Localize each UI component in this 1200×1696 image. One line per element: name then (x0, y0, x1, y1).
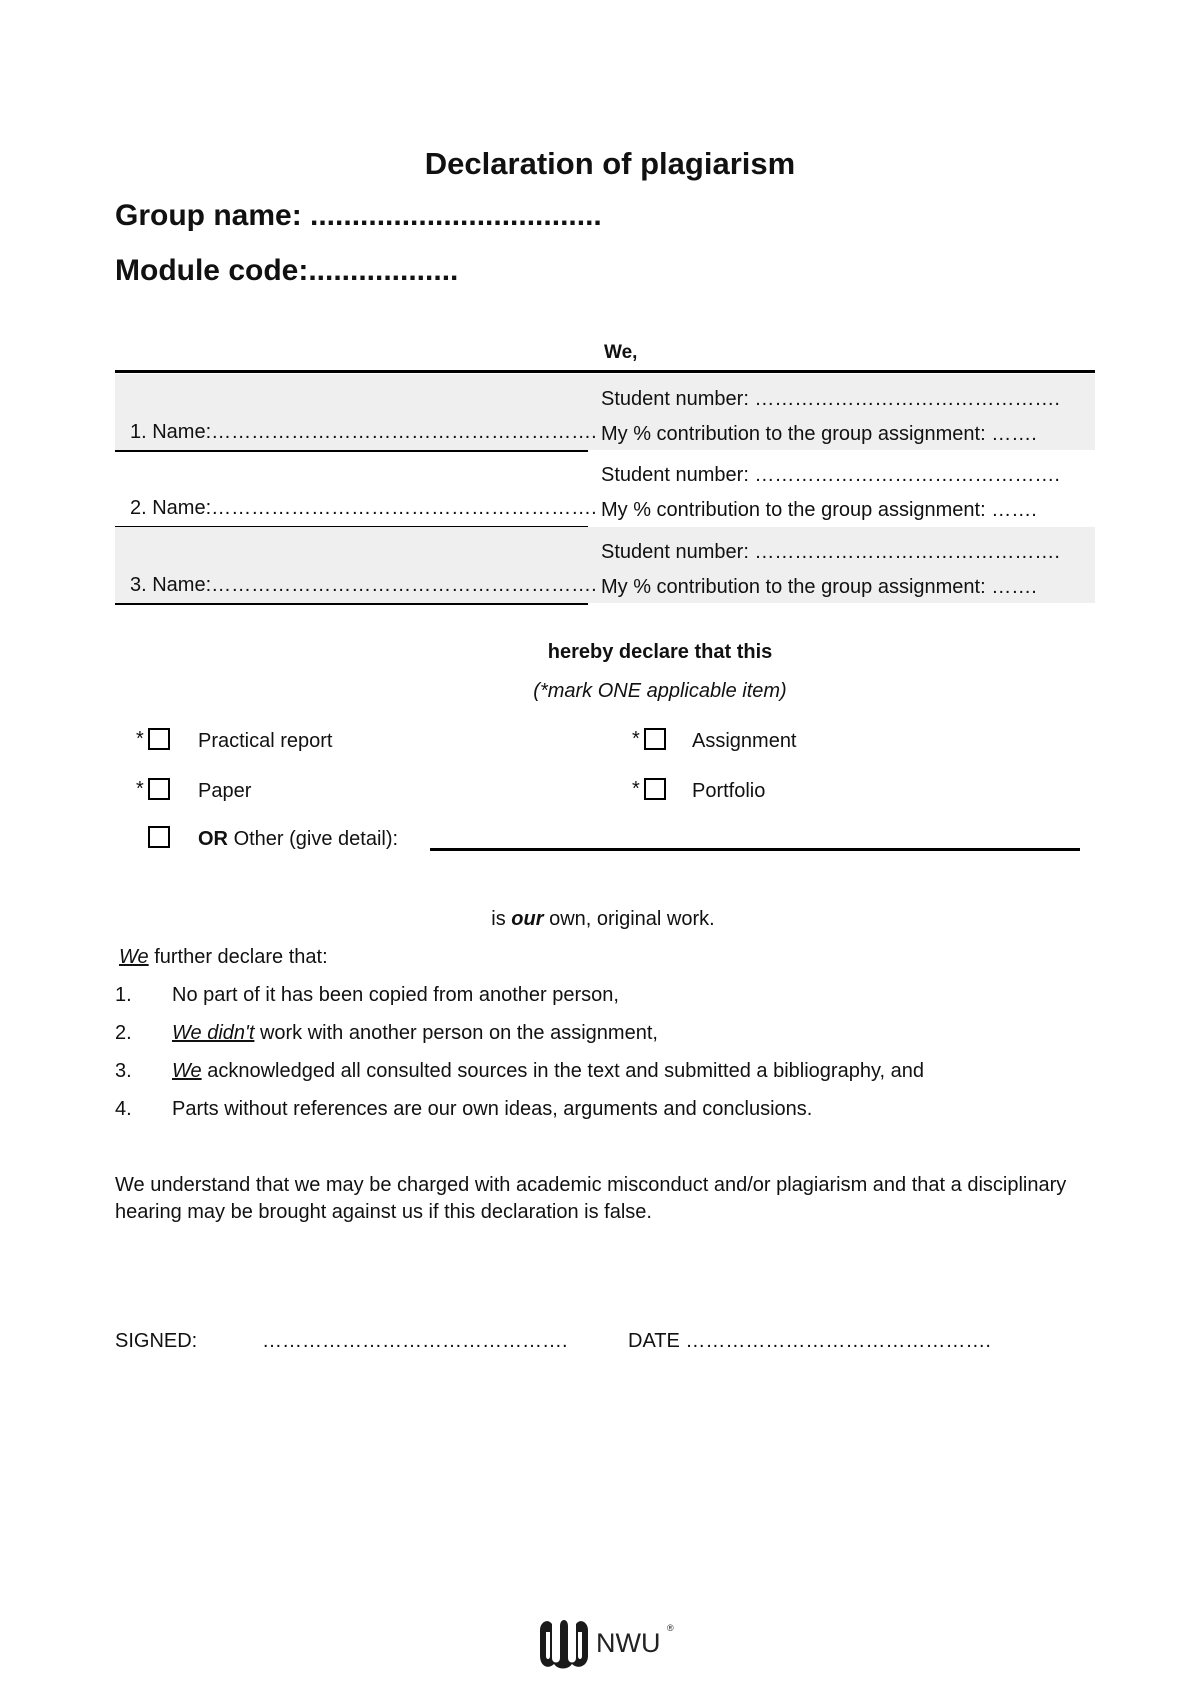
member-row-2 (115, 450, 1095, 526)
option-assignment (632, 728, 932, 754)
other-checkbox[interactable] (148, 826, 170, 848)
signature-field[interactable]: ………………………………………. (262, 1330, 568, 1352)
document-title: Declaration of plagiarism (424, 146, 796, 181)
member-row-3 (115, 527, 1095, 603)
we-label: We, (604, 342, 638, 363)
other-or-label: OR (198, 828, 228, 850)
group-name-field[interactable]: Group name: ................................... (115, 199, 602, 232)
signed-label: SIGNED: (115, 1330, 198, 1352)
declaration-text: acknowledged all consulted sources in the text and submitted a bibliography, and (201, 1060, 924, 1082)
required-star: * (136, 778, 144, 800)
own-post: own, original work. (543, 908, 715, 930)
further-declare-intro (119, 946, 328, 969)
registered-mark: ® (667, 1623, 674, 1633)
option-other (136, 826, 436, 852)
option-paper (136, 778, 436, 804)
further-emph: We (119, 946, 149, 968)
further-rest: further declare that: (148, 946, 328, 968)
declaration-text: Parts without references are our own ideas, arguments and conclusions. (172, 1098, 813, 1120)
original-work-statement (0, 908, 1200, 931)
portfolio-label: Portfolio (692, 780, 766, 802)
module-code-field[interactable]: Module code:.................. (115, 254, 459, 287)
own-pre: is (491, 908, 512, 930)
other-detail-label: Other (give detail): (233, 828, 399, 850)
contribution-field[interactable]: My % contribution to the group assignment: ……. (601, 423, 1037, 445)
declaration-text: No part of it has been copied from another person, (172, 984, 619, 1006)
date-field[interactable]: DATE ………………………………………. (628, 1330, 991, 1352)
other-label (198, 828, 398, 851)
table-top-rule (115, 370, 1095, 373)
declaration-emph: We didn't (172, 1022, 255, 1044)
declaration-item-2 (172, 1022, 658, 1045)
declaration-item-1 (172, 984, 619, 1007)
student-number-field[interactable]: Student number: ………………………………………. (601, 388, 1060, 410)
other-detail-input-line[interactable] (430, 848, 1080, 851)
member-row-1 (115, 374, 1095, 450)
member-name-field[interactable]: 1. Name:…………………………………………………. (130, 421, 597, 443)
required-star: * (632, 778, 640, 800)
mark-instruction: (*mark ONE applicable item) (533, 680, 787, 702)
member-name-field[interactable]: 3. Name:…………………………………………………. (130, 574, 597, 596)
declaration-number: 2. (115, 1022, 132, 1044)
required-star: * (136, 728, 144, 750)
contribution-field[interactable]: My % contribution to the group assignment: ……. (601, 499, 1037, 521)
portfolio-checkbox[interactable] (644, 778, 666, 800)
declaration-text: work with another person on the assignment, (254, 1022, 658, 1044)
required-star: * (632, 728, 640, 750)
practical-report-label: Practical report (198, 730, 333, 752)
declaration-number: 1. (115, 984, 132, 1006)
paper-checkbox[interactable] (148, 778, 170, 800)
assignment-label: Assignment (692, 730, 797, 752)
practical-report-checkbox[interactable] (148, 728, 170, 750)
understanding-paragraph: We understand that we may be charged with academic misconduct and/or plagiarism and that a disciplinary hearing may be brought against us if this declaration is false. (115, 1174, 1067, 1223)
option-practical-report (136, 728, 436, 754)
student-number-field[interactable]: Student number: ………………………………………. (601, 541, 1060, 563)
contribution-field[interactable]: My % contribution to the group assignment: ……. (601, 576, 1037, 598)
nwu-logo-icon (534, 1614, 592, 1670)
option-portfolio (632, 778, 932, 804)
nwu-logo (534, 1614, 694, 1674)
declaration-number: 3. (115, 1060, 132, 1082)
declaration-number: 4. (115, 1098, 132, 1120)
declaration-item-4 (172, 1098, 812, 1121)
member-name-field[interactable]: 2. Name:…………………………………………………. (130, 497, 597, 519)
student-number-field[interactable]: Student number: ………………………………………. (601, 464, 1060, 486)
name-underline (115, 603, 588, 605)
paper-label: Paper (198, 780, 252, 802)
hereby-declare-heading: hereby declare that this (547, 641, 773, 663)
declaration-emph: We (172, 1060, 202, 1082)
declaration-item-3 (172, 1060, 924, 1083)
nwu-logo-text: NWU (596, 1628, 661, 1658)
assignment-checkbox[interactable] (644, 728, 666, 750)
own-emph: our (511, 908, 544, 930)
